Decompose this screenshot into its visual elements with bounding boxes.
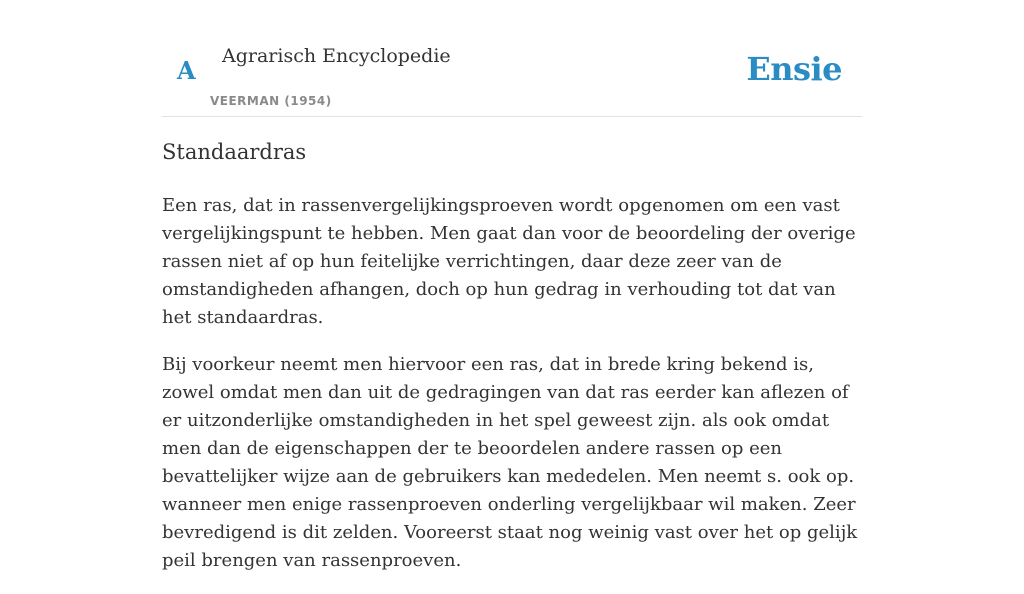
article-paragraph: Een ras, dat in rassenvergelijkingsproeven wordt opgenomen om een vast vergelijkingspunt te hebben. Men gaat dan voor de beoordeling der overige rassen niet af op hun feitelijke verrichtingen, daar deze zeer van de omstandigheden afhangen, doch op hun gedrag in verhouding tot dat van het standaardras. [162, 195, 856, 328]
article-body [162, 192, 862, 594]
article-title: Standaardras [162, 140, 307, 164]
article-paragraph: Bij voorkeur neemt men hiervoor een ras, dat in brede kring bekend is, zowel omdat men dan uit de gedragingen van dat ras eerder kan aflezen of er uitzonderlijke omstandigheden in het spel geweest zijn. als ook omdat men dan de eigenschappen der te beoordelen andere rassen op een bevattelijker wijze aan de gebruikers kan mededelen. Men neemt s. ook op. wanneer men enige rassenproeven onderling vergelijkbaar wil maken. Zeer bevredigend is dit zelden. Vooreerst staat nog weinig vast over het op gelijk peil brengen van rassenproeven. [162, 354, 858, 571]
index-letter-link[interactable]: A [177, 56, 196, 85]
site-header [162, 0, 862, 117]
ensie-logo-link[interactable]: Ensie [746, 50, 842, 88]
author-label: VEERMAN (1954) [210, 94, 332, 108]
encyclopedia-title-link[interactable]: Agrarisch Encyclopedie [222, 45, 451, 67]
